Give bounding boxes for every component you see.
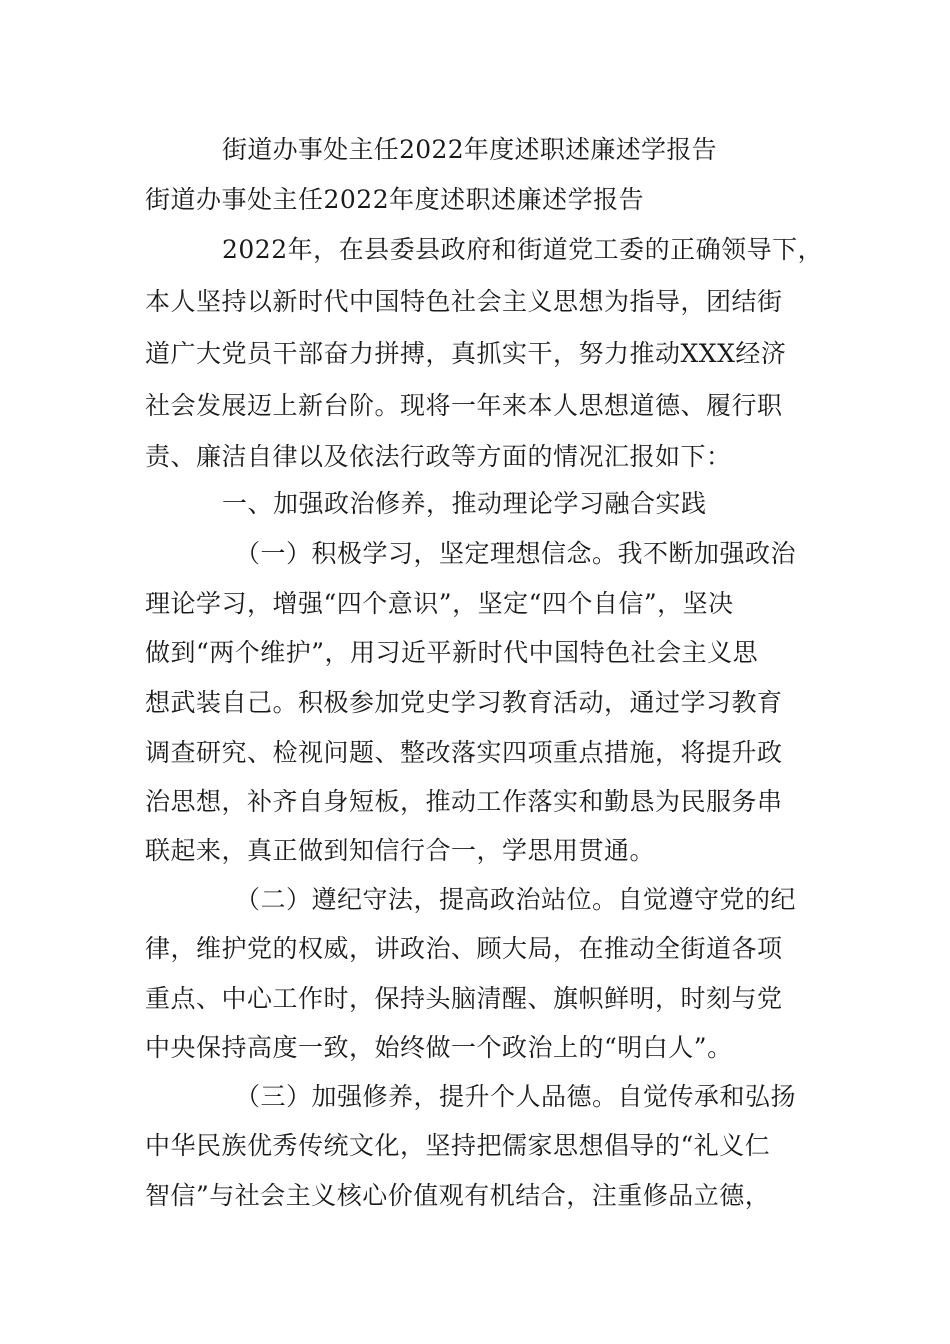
document-title: 街道办事处主任2022年度述职述廉述学报告 (222, 135, 717, 164)
paragraph-line: 治思想，补齐自身短板，推动工作落实和勤恳为民服务串 (145, 787, 783, 816)
paragraph-line: 责、廉洁自律以及依法行政等方面的情况汇报如下： (145, 442, 732, 471)
paragraph-line: 想武装自己。积极参加党史学习教育活动，通过学习教育 (145, 688, 783, 717)
document-subtitle: 街道办事处主任2022年度述职述廉述学报告 (145, 185, 645, 214)
paragraph-line: 道广大党员干部奋力拼搏，真抓实干，努力推动XXX经济 (145, 339, 787, 368)
paragraph-line: （二）遵纪守法，提高政治站位。自觉遵守党的纪 (235, 885, 797, 914)
paragraph-line: 做到“两个维护”，用习近平新时代中国特色社会主义思 (145, 638, 759, 667)
paragraph-line: 重点、中心工作时，保持头脑清醒、旗帜鲜明，时刻与党 (145, 984, 783, 1013)
paragraph-line: （三）加强修养，提升个人品德。自觉传承和弘扬 (235, 1082, 797, 1111)
paragraph-line: 律，维护党的权威，讲政治、顾大局，在推动全街道各项 (145, 934, 783, 963)
paragraph-line: 智信”与社会主义核心价值观有机结合，注重修品立德， (145, 1181, 771, 1210)
paragraph-line: 中央保持高度一致，始终做一个政治上的“明白人”。 (145, 1033, 733, 1062)
section-heading: 一、加强政治修养，推动理论学习融合实践 (222, 489, 707, 518)
paragraph-line: 2022年，在县委县政府和街道党工委的正确领导下， (222, 235, 824, 264)
paragraph-line: 本人坚持以新时代中国特色社会主义思想为指导，团结街 (145, 287, 783, 316)
paragraph-line: 调查研究、检视问题、整改落实四项重点措施，将提升政 (145, 738, 783, 767)
paragraph-line: （一）积极学习，坚定理想信念。我不断加强政治 (235, 539, 797, 568)
paragraph-line: 社会发展迈上新台阶。现将一年来本人思想道德、履行职 (145, 391, 783, 420)
paragraph-line: 联起来，真正做到知信行合一，学思用贯通。 (145, 836, 656, 865)
paragraph-line: 理论学习，增强“四个意识”，坚定“四个自信”，坚决 (145, 589, 734, 618)
paragraph-line: 中华民族优秀传统文化，坚持把儒家思想倡导的“礼义仁 (145, 1131, 771, 1160)
